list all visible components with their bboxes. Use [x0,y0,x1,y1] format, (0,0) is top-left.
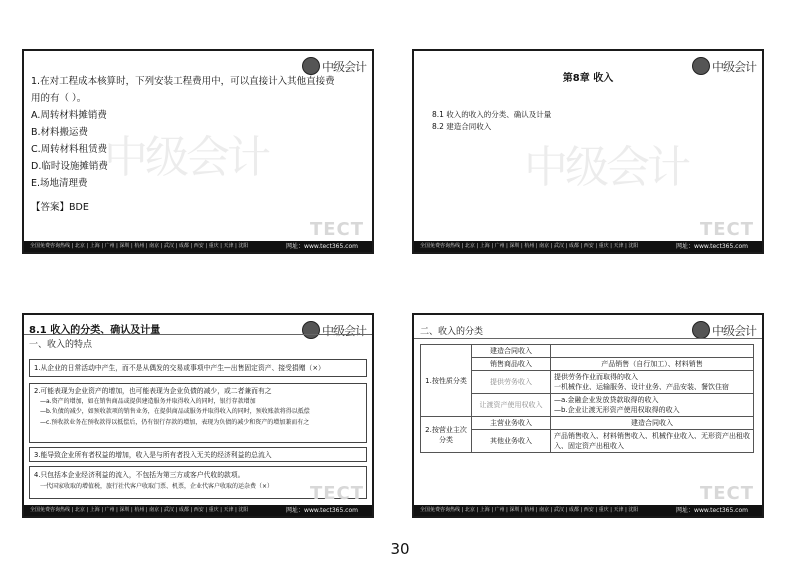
tect-logo: TECT [699,483,754,504]
chapter-title: 第8章 收入 [562,73,614,84]
divider [414,338,762,339]
footer-url: 网址：www.tect365.com [676,243,748,250]
slide-subtitle: 二、收入的分类 [420,327,484,337]
feature-2-line: —a.资产的增加，如在销售商品或提供建造服务并取得收入的同时，银行存款增加 [40,397,256,405]
chapter-item: 8.1 收入的收入的分类、确认及计量 [432,110,552,119]
table-cell: 产品销售收入、材料销售收入、机械作业收入、无形资产出租收入、固定资产出租收入 [551,430,754,453]
slide-subtitle: 一、收入的特点 [29,340,93,350]
logo-seal-icon [692,321,710,339]
watermark: 中级会计 [524,142,688,193]
cell-line: —a.金融企业发放贷款取得的收入 [554,396,659,404]
slide-income-classification [412,313,764,518]
answer-text: 【答案】BDE [31,202,89,213]
logo-text: 中级会计 [321,59,366,74]
slide-footer [414,505,762,516]
logo-text: 中级会计 [711,323,756,338]
slide-footer [414,241,762,252]
table-cell [551,371,754,394]
feature-2-line: —b.负债的减少，如预收款项的销售业务，在提供商品或服务并取得收入的同时，预收账款将得以抵偿 [40,408,310,415]
table-cell: 其他业务收入 [472,430,551,453]
option-a: A.周转材料摊销费 [31,110,107,121]
option-c: C.周转材料租赁费 [31,144,108,155]
question-block [31,73,336,216]
table-cell [551,394,754,417]
footer-hotline: 全国免费咨询热线 | 北京 | 上海 | 广州 | 深圳 | 杭州 | 南京 | 武汉 | 成都 | 西安 | 重庆 | 天津 | 沈阳 [420,243,639,249]
tect-logo: TECT [309,483,364,504]
slide-income-features [22,313,374,518]
footer-hotline: 全国免费咨询热线 | 北京 | 上海 | 广州 | 深圳 | 杭州 | 南京 | 武汉 | 成都 | 西安 | 重庆 | 天津 | 沈阳 [420,507,639,513]
logo-seal-icon [302,321,320,339]
feature-4-line: 一代国家收取的增值税，旅行社代客户收取门票、机票，企业代客户收取的运杂费（×） [40,483,274,490]
table-cell: 销售商品收入 [472,358,551,371]
slide-title: 8.1 收入的分类、确认及计量 [29,325,161,336]
option-d: D.临时设施摊销费 [31,161,108,172]
slide-question [22,49,374,254]
feature-box-1: 1.从企业的日常活动中产生，而不是从偶发的交易或事项中产生—出售固定资产、接受捐赠（×） [29,359,367,377]
feature-2-head: 2.可能表现为企业资产的增加，也可能表现为企业负债的减少，或二者兼而有之 [34,387,272,395]
table-row [421,345,754,358]
footer-hotline: 全国免费咨询热线 | 北京 | 上海 | 广州 | 深圳 | 杭州 | 南京 | 武汉 | 成都 | 西安 | 重庆 | 天津 | 沈阳 [30,507,249,513]
table-cell: 让渡资产使用权收入 [472,394,551,417]
option-b: B.材料搬运费 [31,127,89,138]
footer-url: 网址：www.tect365.com [286,243,358,250]
footer-hotline: 全国免费咨询热线 | 北京 | 上海 | 广州 | 深圳 | 杭州 | 南京 | 武汉 | 成都 | 西安 | 重庆 | 天津 | 沈阳 [30,243,249,249]
chapter-item: 8.2 建造合同收入 [432,122,492,131]
table-cell: 提供劳务收入 [472,371,551,394]
tect-logo: TECT [699,219,754,240]
feature-4-head: 4.只包括本企业经济利益的流入，不包括为第三方或客户代收的款项。 [34,471,245,479]
table-cell: 建造合同收入 [472,345,551,358]
logo-text: 中级会计 [711,59,756,74]
slide-footer [24,505,372,516]
cell-line: —b.企业让渡无形资产使用权取得的收入 [554,406,680,414]
cell-line: 提供劳务作业而取得的收入 [554,373,638,381]
slide-footer [24,241,372,252]
option-e: E.场地清理费 [31,178,88,189]
feature-box-3: 3.能导致企业所有者权益的增加，收入是与所有者投入无关的经济利益的总流入 [29,447,367,462]
table-cell: 建造合同收入 [551,417,754,430]
chapter-items [432,109,551,133]
feature-box-2 [29,383,367,443]
logo-text: 中级会计 [321,323,366,338]
watermark: 中级会计 [104,132,268,183]
table-row [421,417,754,430]
question-text: 1.在对工程成本核算时，下列安装工程费用中，可以直接计入其他直接费用的有（ ）。 [31,76,335,104]
table-cell [551,345,754,358]
group-cell: 2.按营业主次分类 [421,417,472,453]
footer-url: 网址：www.tect365.com [676,507,748,514]
group-cell: 1.按性质分类 [421,345,472,417]
divider [24,334,372,335]
footer-url: 网址：www.tect365.com [286,507,358,514]
classification-table [420,344,754,453]
page-number: 30 [390,540,410,558]
slide-chapter [412,49,764,254]
logo [692,321,756,339]
logo [302,321,366,339]
table-cell: 产品销售（自行加工）、材料销售 [551,358,754,371]
table-cell: 主营业务收入 [472,417,551,430]
cell-line: 一机械作业、运输服务、设计业务、产品安装、餐饮住宿 [554,383,729,391]
tect-logo: TECT [309,219,364,240]
feature-2-line: —c.预收款业务在预收款得以抵偿后，仍有银行存款的增加，表现为负债的减少和资产的增加兼而有之 [40,418,310,426]
